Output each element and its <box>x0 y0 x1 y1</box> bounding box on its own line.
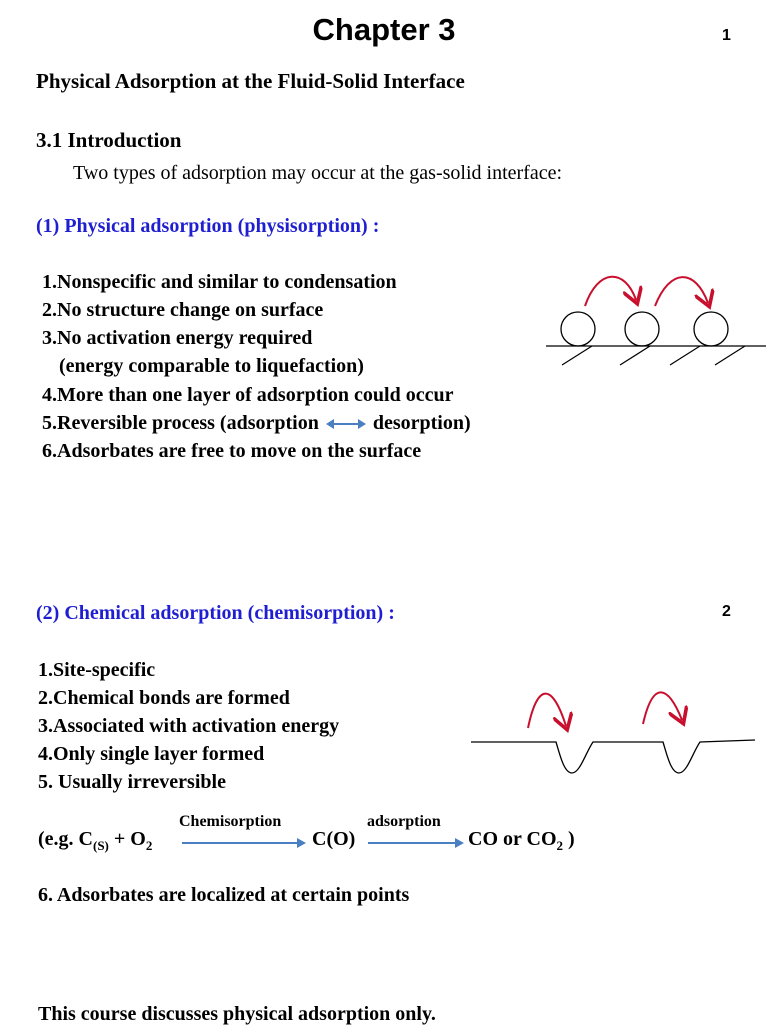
chemical-list-item: 6. Adsorbates are localized at certain points <box>38 884 410 906</box>
physical-list-item-note: (energy comparable to liquefaction) <box>59 355 364 377</box>
item5-prefix: 5.Reversible process (adsorption <box>42 412 319 434</box>
chemical-list-item: 5. Usually irreversible <box>38 771 226 793</box>
section-heading: 3.1 Introduction <box>36 128 182 152</box>
arrow-label-chemisorption: Chemisorption <box>179 813 282 830</box>
intro-text: Two types of adsorption may occur at the gas-solid interface: <box>73 162 563 184</box>
equation-intermediate: C(O) <box>312 828 356 850</box>
physical-list-item: 2.No structure change on surface <box>42 299 324 321</box>
arrow-label-adsorption: adsorption <box>367 813 441 830</box>
hop-arrow-icon <box>643 692 682 724</box>
surface-with-sites <box>471 740 755 773</box>
reaction-arrow <box>182 842 298 844</box>
item5-suffix: desorption) <box>372 412 471 434</box>
hop-arrow-icon <box>528 694 566 728</box>
physical-list-item: 1.Nonspecific and similar to condensation <box>42 271 397 293</box>
chemical-adsorption-heading: (2) Chemical adsorption (chemisorption) : <box>36 602 395 624</box>
reaction-arrow-head-icon <box>455 838 464 848</box>
physical-adsorption-heading: (1) Physical adsorption (physisorption) : <box>36 215 380 237</box>
physical-list-item: 6.Adsorbates are free to move on the surface <box>42 440 422 462</box>
chemical-list-item: 1.Site-specific <box>38 659 156 681</box>
adsorbate-molecule-icon <box>625 312 659 346</box>
document-subtitle: Physical Adsorption at the Fluid-Solid Interface <box>36 69 465 93</box>
chemisorption-diagram <box>468 680 758 780</box>
physisorption-diagram <box>540 268 768 373</box>
chemical-list-item: 2.Chemical bonds are formed <box>38 687 290 709</box>
footer-note: This course discusses physical adsorption only. <box>38 1003 436 1025</box>
page-number: 1 <box>722 27 731 44</box>
chemisorption-equation <box>38 828 152 854</box>
physical-list-item: 4.More than one layer of adsorption could occur <box>42 384 454 406</box>
chemical-list-item: 3.Associated with activation energy <box>38 715 340 737</box>
hop-arrow-icon <box>585 277 636 306</box>
page-number: 2 <box>722 603 731 620</box>
physical-list-item: 3.No activation energy required <box>42 327 313 349</box>
physical-list-item-reversible <box>42 412 471 435</box>
reaction-arrow-head-icon <box>297 838 306 848</box>
equation-reactants: (e.g. $C_{(S)} + O_2$ <box>38 828 153 853</box>
hop-arrow-icon <box>655 277 708 306</box>
double-arrow-icon <box>326 417 366 431</box>
chapter-title: Chapter 3 <box>312 12 456 47</box>
reaction-arrow <box>368 842 456 844</box>
chemical-list-item: 4.Only single layer formed <box>38 743 265 765</box>
adsorbate-molecule-icon <box>561 312 595 346</box>
equation-products: CO or $CO_2$ ) <box>468 828 575 853</box>
adsorbate-molecule-icon <box>694 312 728 346</box>
